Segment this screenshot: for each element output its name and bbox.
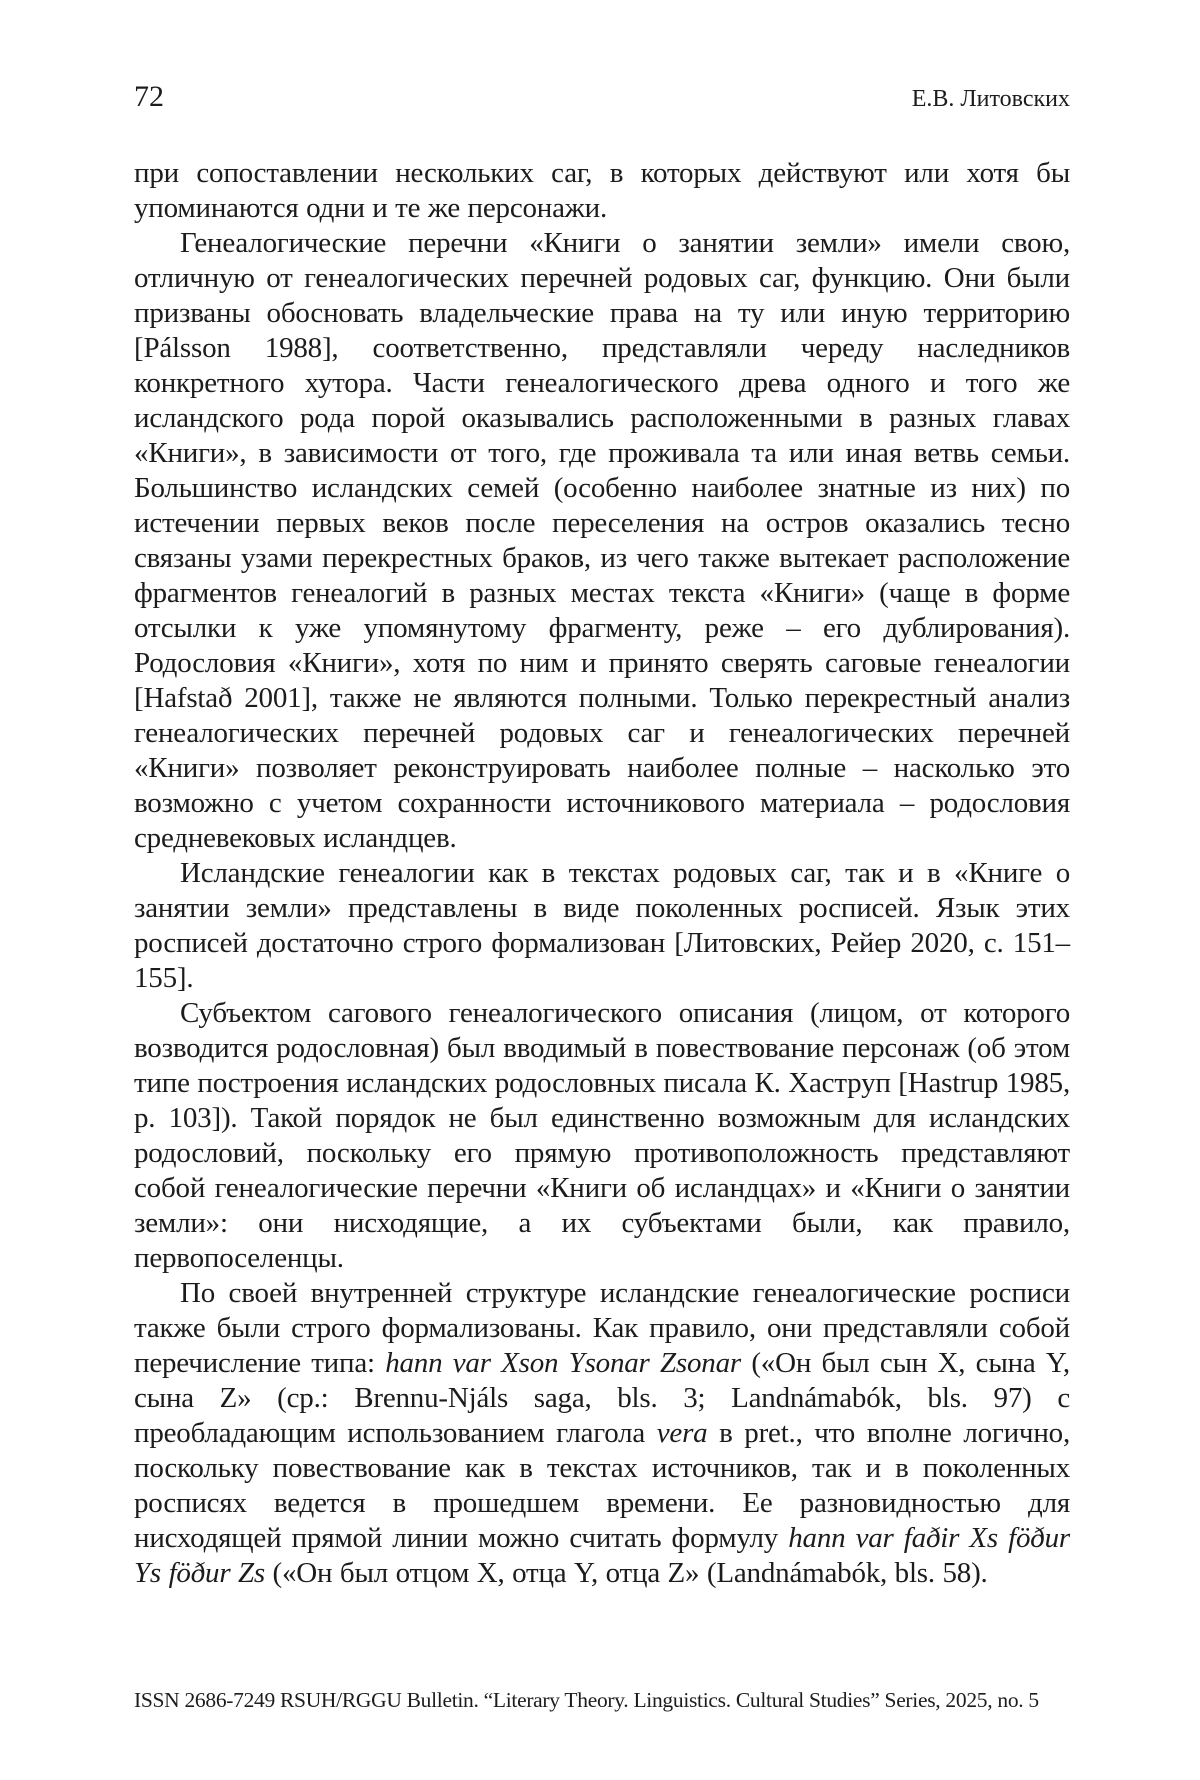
paragraph [134, 1276, 1070, 1591]
paragraph [134, 856, 1070, 996]
text-run: Субъектом сагового генеалогического описания (лицом, от которого возводится родословная) был вводимый в повествование персонаж (об этом типе построения исландских родословных писала К. Хаструп [Hastrup 1985, p. 103]). Такой порядок не был единственно возможным для исландских родословий, поскольку его прямую противоположность представляют собой генеалогические перечни «Книги об исландцах» и «Книги о занятии земли»: они нисходящие, а их субъектами были, как правило, первопоселенцы. [134, 997, 1070, 1274]
page-number: 72 [134, 80, 164, 113]
latin-formula: hann var Xson Ysonar Zsonar [385, 1347, 741, 1379]
text-run: («Он был сын X, сына Y, сына Z» (ср.: Brennu-Njáls saga, bls. 3; Landnámabók, bls. 97) с преобладающим использованием глагола [134, 1347, 1070, 1449]
latin-formula: vera [656, 1417, 708, 1449]
page-header [134, 82, 1070, 112]
paragraph [134, 226, 1070, 856]
paragraph [134, 156, 1070, 226]
text-run: («Он был отцом X, отца Y, отца Z» (Landnámabók, bls. 58). [264, 1557, 988, 1589]
text-run: при сопоставлении нескольких саг, в которых действуют или хотя бы упоминаются одни и те же персонажи. [134, 157, 1070, 224]
latin-formula: hann var faðir Xs föður Ys föður Zs [134, 1522, 1070, 1589]
text-run: Генеалогические перечни «Книги о занятии земли» имели свою, отличную от генеалогических перечней родовых саг, функцию. Они были призваны обосновать владельческие права на ту или иную территорию [Pálsson 1988], соответственно, представляли череду наследников конкретного хутора. Части генеалогического древа одного и того же исландского рода порой оказывались расположенными в разных главах «Книги», в зависимости от того, где проживала та или иная ветвь семьи. Большинство исландских семей (особенно наиболее знатные из них) по истечении первых веков после переселения на остров оказались тесно связаны узами перекрестных браков, из чего также вытекает расположение фрагментов генеалогий в разных местах текста «Книги» (чаще в форме отсылки к уже упомянутому фрагменту, реже – его дублирования). Родословия «Книги», хотя по ним и принято сверять саговые генеалогии [Hafstað 2001], также не являются полными. Только перекрестный анализ генеалогических перечней родовых саг и генеалогических перечней «Книги» позволяет реконструировать наиболее полные – насколько это возможно с учетом сохранности источникового материала – родословия средневековых исландцев. [134, 227, 1070, 854]
page-footer: ISSN 2686-7249 RSUH/RGGU Bulletin. “Literary Theory. Linguistics. Cultural Studies” Series, 2025, no. 5 [134, 1688, 1039, 1713]
text-run: По своей внутренней структуре исландские генеалогические росписи также были строго формализованы. Как правило, они представляли собой перечисление типа: [134, 1277, 1070, 1379]
text-run: Исландские генеалогии как в текстах родовых саг, так и в «Книге о занятии земли» представлены в виде поколенных росписей. Язык этих росписей достаточно строго формализован [Литовских, Рейер 2020, с. 151–155]. [134, 857, 1070, 994]
text-run: в pret., что вполне логично, поскольку повествование как в текстах источников, так и в поколенных росписях ведется в прошедшем времени. Ее разновидностью для нисходящей прямой линии можно считать формулу [134, 1417, 1070, 1554]
running-head-author: Е.В. Литовских [911, 86, 1070, 112]
paragraph [134, 996, 1070, 1276]
body-text [134, 156, 1070, 1591]
